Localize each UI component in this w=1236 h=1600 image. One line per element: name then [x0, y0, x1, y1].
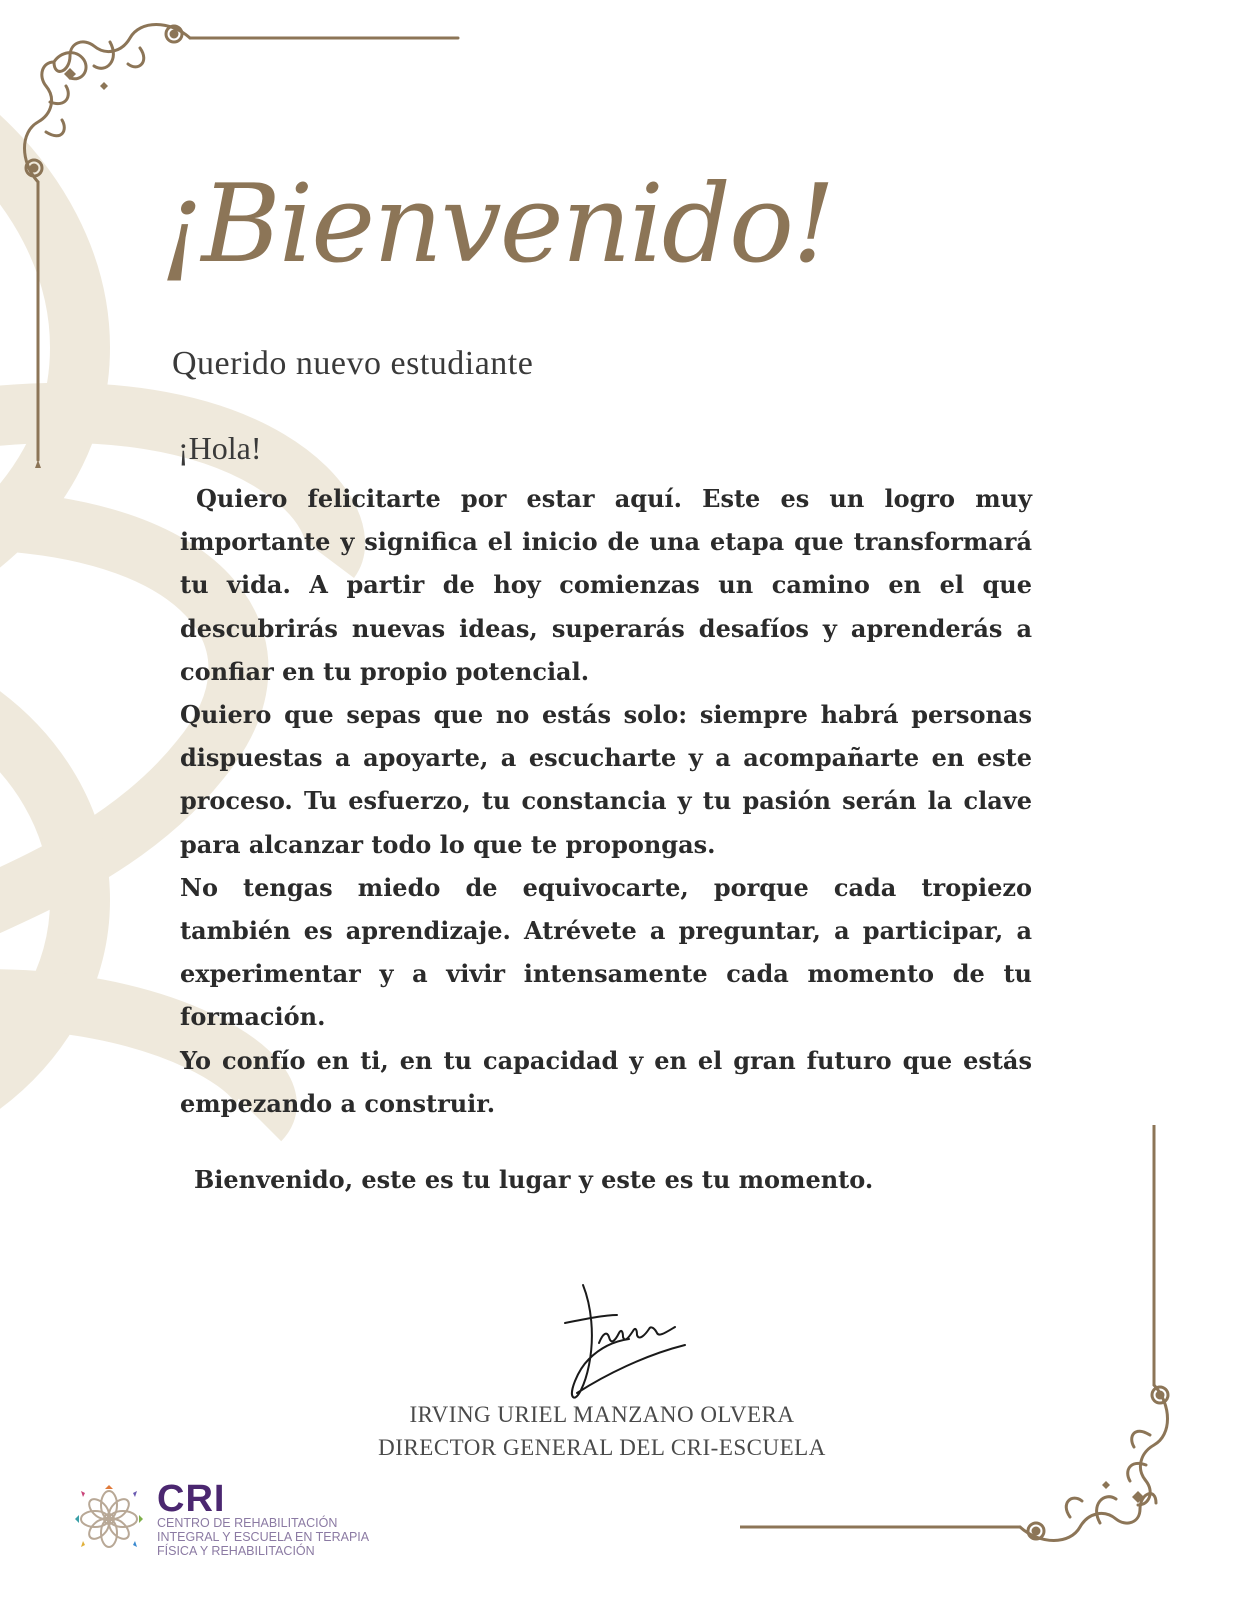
- salutation: Querido nuevo estudiante: [172, 345, 534, 382]
- flourish-corner-icon: [740, 1125, 1210, 1595]
- signer-name: IRVING URIEL MANZANO OLVERA: [409, 1402, 795, 1427]
- greeting: ¡Hola!: [178, 430, 262, 466]
- paragraph: No tengas miedo de equivocarte, porque cada tropiezo también es aprendizaje. Atrévete a preguntar, a participar, a experimentar y a vivir intensamente cada momento de tu formación.: [180, 872, 1032, 1032]
- paragraph: Quiero que sepas que no estás solo: siempre habrá personas dispuestas a apoyarte, a escucharte y a acompañarte en este proceso. Tu esfuerzo, tu constancia y tu pasión serán la clave para alcanzar todo lo que te propongas.: [180, 700, 1032, 859]
- closing-line: Bienvenido, este es tu lugar y este es tu momento.: [194, 1165, 874, 1194]
- flower-logo-icon: [75, 1485, 143, 1553]
- logo-acronym: CRI: [157, 1478, 226, 1520]
- handwritten-signature: [555, 1275, 695, 1410]
- logo-text-line: INTEGRAL Y ESCUELA EN TERAPIA: [157, 1530, 370, 1544]
- organization-logo: [75, 1480, 395, 1590]
- paragraph: Quiero felicitarte por estar aquí. Este es un logro muy importante y significa el inicio de una etapa que transformará tu vida. A partir de hoy comienzas un camino en el que descubrirás nuevas ideas, superarás desafíos y aprenderás a confiar en tu propio potencial.: [180, 484, 1032, 686]
- paragraph: Yo confío en ti, en tu capacidad y en el gran futuro que estás empezando a construir.: [180, 1045, 1032, 1118]
- logo-text-line: CENTRO DE REHABILITACIÓN: [157, 1516, 338, 1530]
- letter-body: [180, 477, 1032, 1125]
- page-title: ¡Bienvenido!: [160, 162, 834, 287]
- logo-text-line: FÍSICA Y REHABILITACIÓN: [157, 1544, 315, 1558]
- signer-role: DIRECTOR GENERAL DEL CRI-ESCUELA: [378, 1435, 826, 1460]
